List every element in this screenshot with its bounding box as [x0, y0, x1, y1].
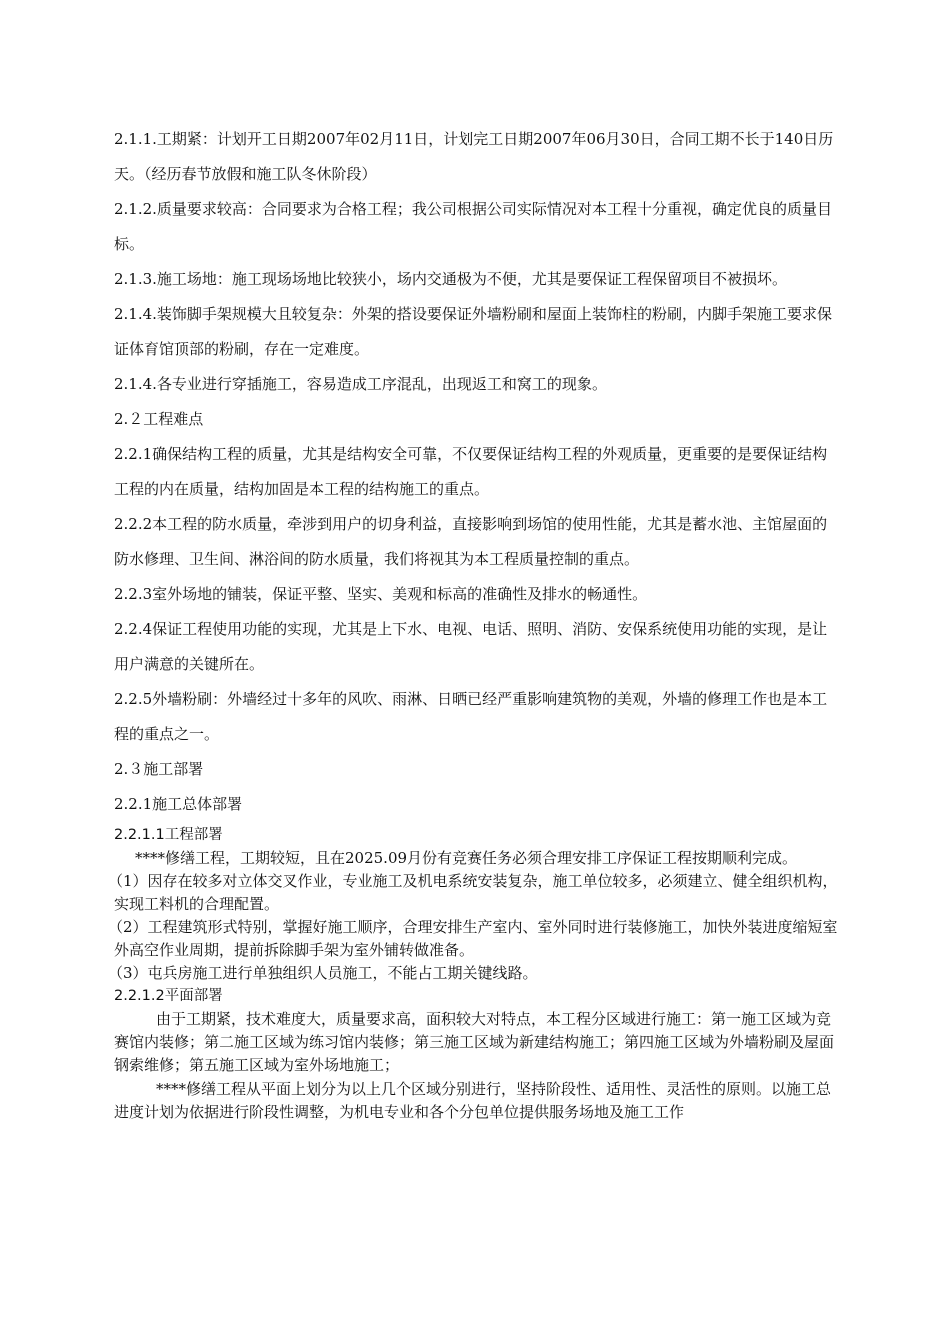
paragraph-2-2-3: 2.2.3室外场地的铺装，保证平整、坚实、美观和标高的准确性及排水的畅通性。 — [114, 585, 648, 603]
paragraph-principles: ****修缮工程从平面上划分为以上几个区域分别进行，坚持阶段性、适用性、灵活性的原则。以施工总进度计划为依据进行阶段性调整，为机电专业和各个分包单位提供服务场地及施工工作 — [114, 1080, 832, 1121]
paragraph-2-2-1: 2.2.1确保结构工程的质量，尤其是结构安全可靠，不仅要保证结构工程的外观质量，更重要的是要保证结构工程的内在质量，结构加固是本工程的结构施工的重点。 — [114, 445, 828, 498]
heading-number: 2.2.1.1 — [114, 827, 165, 843]
heading-title: 平面部署 — [164, 988, 223, 1004]
paragraph-2-1-1: 2.1.1.工期紧：计划开工日期2007年02月11日，计划完工日期2007年06月30日，合同工期不长于140日历天。（经历春节放假和施工队冬休阶段） — [114, 130, 834, 183]
heading-number: 2.2.1.2 — [114, 988, 165, 1004]
heading-2-3: 2.３施工部署 — [114, 760, 204, 778]
list-item-2: （2）工程建筑形式特别，掌握好施工顺序，合理安排生产室内、室外同时进行装修施工，加快外装进度缩短室外高空作业周期，提前拆除脚手架为室外铺转做准备。 — [108, 918, 838, 959]
paragraph-2-2-4: 2.2.4保证工程使用功能的实现，尤其是上下水、电视、电话、照明、消防、安保系统使用功能的实现，是让用户满意的关键所在。 — [114, 620, 828, 673]
heading-2-2-1-2 — [114, 985, 838, 1008]
paragraph-2-1-2: 2.1.2.质量要求较高：合同要求为合格工程；我公司根据公司实际情况对本工程十分重视，确定优良的质量目标。 — [114, 200, 832, 253]
paragraph-intro: ****修缮工程，工期较短，且在2025.09月份有竞赛任务必须合理安排工序保证工程按期顺利完成。 — [135, 849, 798, 867]
list-item-1: （1）因存在较多对立体交叉作业，专业施工及机电系统安装复杂，施工单位较多，必须建立、健全组织机构，实现工料机的合理配置。 — [108, 872, 838, 913]
tight-section — [108, 824, 838, 1124]
paragraph-2-2-2: 2.2.2本工程的防水质量，牵涉到用户的切身利益，直接影响到场馆的使用性能，尤其是蓄水池、主馆屋面的防水修理、卫生间、淋浴间的防水质量，我们将视其为本工程质量控制的重点。 — [114, 515, 828, 568]
heading-2-2-1-1 — [114, 824, 838, 847]
list-item-3: （3）屯兵房施工进行单独组织人员施工，不能占工期关键线路。 — [108, 964, 538, 982]
heading-title: 工程部署 — [164, 827, 223, 843]
paragraph-2-1-3: 2.1.3.施工场地：施工现场场地比较狭小，场内交通极为不便，尤其是要保证工程保留项目不被损坏。 — [114, 270, 787, 288]
paragraph-2-2-5: 2.2.5外墙粉刷：外墙经过十多年的风吹、雨淋、日晒已经严重影响建筑物的美观，外墙的修理工作也是本工程的重点之一。 — [114, 690, 828, 743]
paragraph-2-1-4-scaffold: 2.1.4.装饰脚手架规模大且较复杂：外架的搭设要保证外墙粉刷和屋面上装饰柱的粉刷，内脚手架施工要求保证体育馆顶部的粉刷，存在一定难度。 — [114, 305, 832, 358]
paragraph-2-1-4-trades: 2.1.4.各专业进行穿插施工，容易造成工序混乱，出现返工和窝工的现象。 — [114, 375, 607, 393]
paragraph-zones: 由于工期紧，技术难度大，质量要求高，面积较大对特点，本工程分区域进行施工：第一施工区域为竞赛馆内装修；第二施工区域为练习馆内装修；第三施工区域为新建结构施工；第四施工区域为外墙粉刷及屋面钢索维修；第五施工区域为室外场地施工； — [114, 1010, 835, 1074]
loose-section — [114, 122, 838, 822]
document-page — [108, 122, 838, 1124]
heading-2-2-1: 2.2.1施工总体部署 — [114, 795, 243, 813]
heading-2-2: 2.２工程难点 — [114, 410, 204, 428]
